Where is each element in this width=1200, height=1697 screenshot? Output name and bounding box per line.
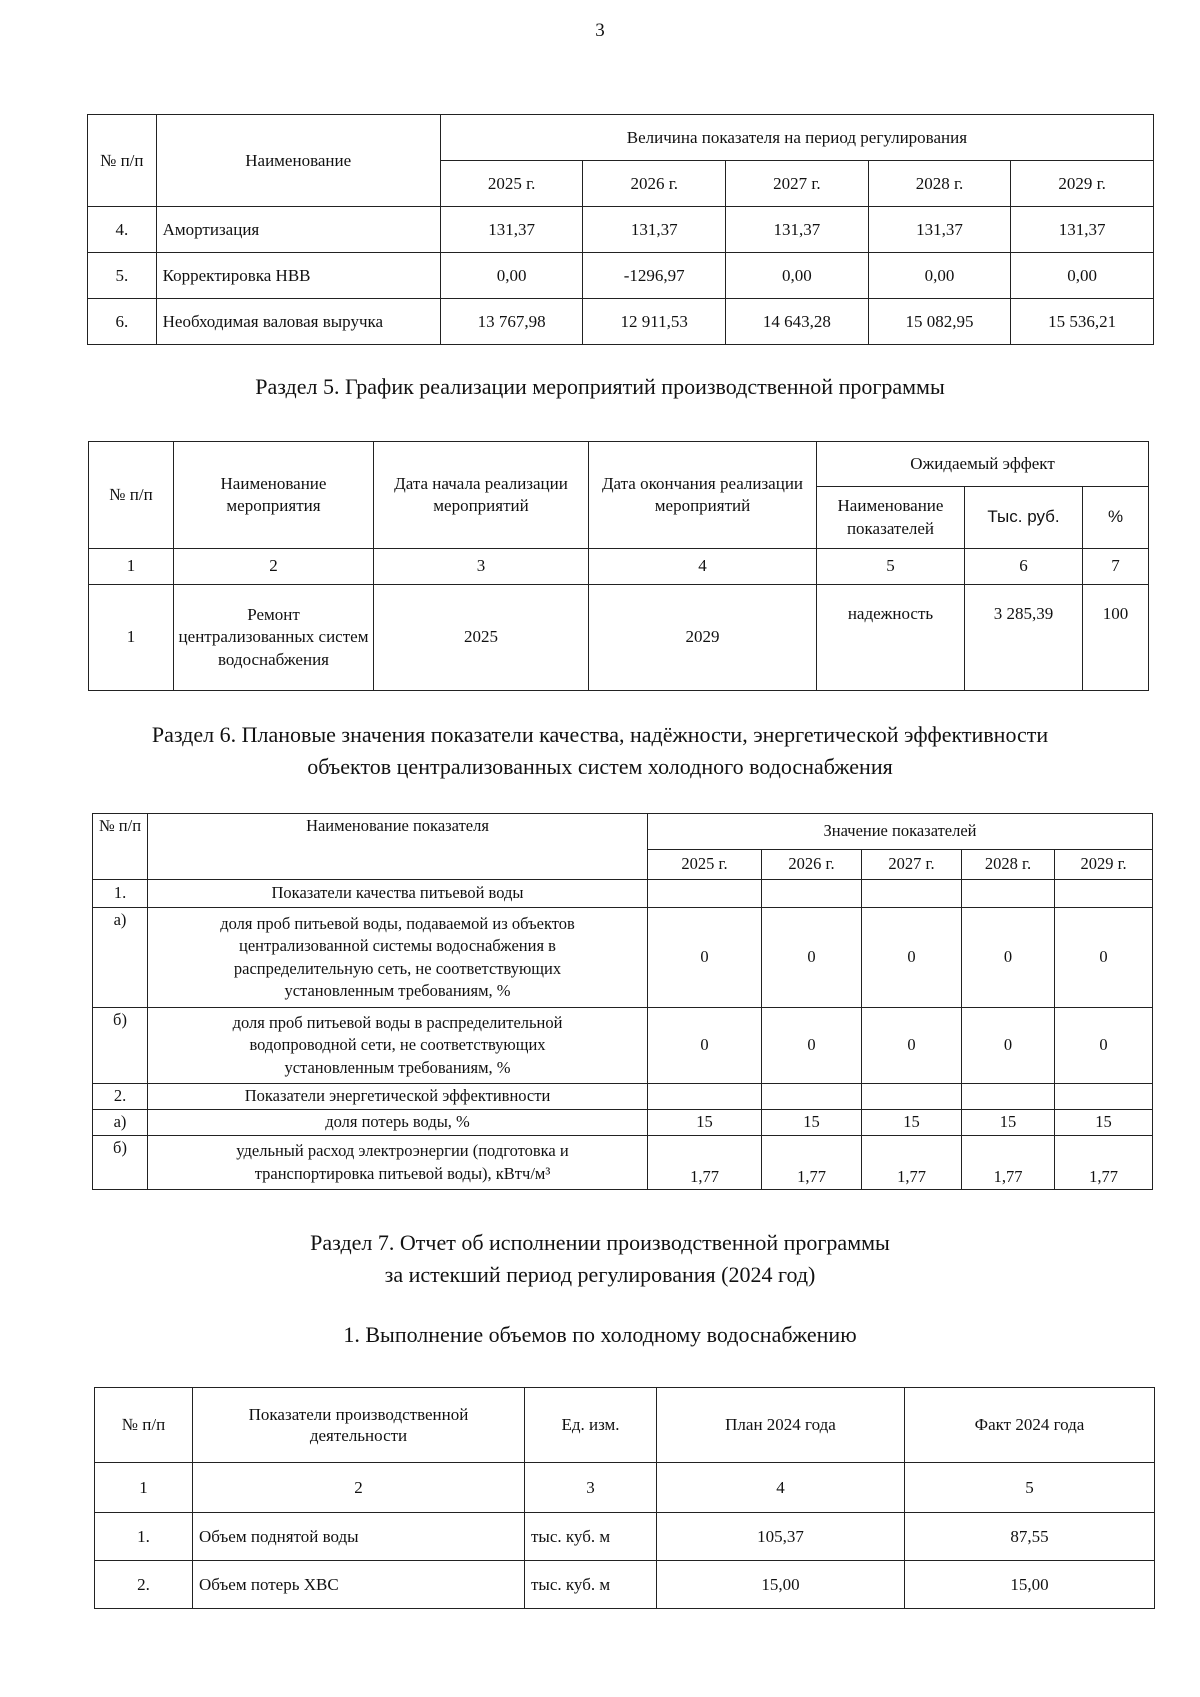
row-name: Ремонт централизованных систем водоснабжения bbox=[174, 585, 374, 691]
year-header: 2027 г. bbox=[862, 850, 962, 880]
cell-value: 131,37 bbox=[440, 207, 583, 253]
year-header: 2026 г. bbox=[583, 161, 726, 207]
row-name: доля проб питьевой воды в распределительной водопроводной сети, не соответствующих установленным требованиям, % bbox=[148, 1008, 648, 1084]
cell-value: 0 bbox=[762, 908, 862, 1008]
cell-value bbox=[762, 1084, 862, 1110]
row-num: 5. bbox=[88, 253, 157, 299]
cell-value: 0 bbox=[962, 908, 1055, 1008]
cell-value: 0 bbox=[648, 1008, 762, 1084]
row-plan: 15,00 bbox=[657, 1561, 905, 1609]
cell-value: 13 767,98 bbox=[440, 299, 583, 345]
row-name: Показатели качества питьевой воды bbox=[148, 880, 648, 908]
row-num: 6. bbox=[88, 299, 157, 345]
col-header-thousand-rub: Тыс. руб. bbox=[965, 487, 1083, 549]
col-header-num: № п/п bbox=[95, 1388, 193, 1463]
cell-value bbox=[962, 1084, 1055, 1110]
col-header-indicator: Наименование показателей bbox=[817, 487, 965, 549]
col-number: 2 bbox=[174, 549, 374, 585]
cell-value: 0,00 bbox=[868, 253, 1011, 299]
table-row bbox=[88, 253, 1154, 299]
cell-value: 15 bbox=[762, 1110, 862, 1136]
row-num: 1. bbox=[95, 1513, 193, 1561]
table-row bbox=[95, 1561, 1155, 1609]
cell-value: 0,00 bbox=[440, 253, 583, 299]
cell-value bbox=[1055, 1084, 1153, 1110]
col-header-num: № п/п bbox=[89, 442, 174, 549]
row-name: Амортизация bbox=[156, 207, 440, 253]
row-num: а) bbox=[93, 908, 148, 1008]
cell-value: 14 643,28 bbox=[726, 299, 869, 345]
cell-value: 1,77 bbox=[962, 1136, 1055, 1190]
section6-title-line2: объектов централизованных систем холодного водоснабжения bbox=[307, 754, 893, 779]
row-unit: тыс. куб. м bbox=[525, 1561, 657, 1609]
row-num: 1. bbox=[93, 880, 148, 908]
row-fact: 15,00 bbox=[905, 1561, 1155, 1609]
row-fact: 87,55 bbox=[905, 1513, 1155, 1561]
cell-value: 0 bbox=[648, 908, 762, 1008]
col-number: 3 bbox=[525, 1463, 657, 1513]
row-name: доля потерь воды, % bbox=[148, 1110, 648, 1136]
section5-title: Раздел 5. График реализации мероприятий производственной программы bbox=[255, 374, 945, 399]
cell-value: 15 536,21 bbox=[1011, 299, 1154, 345]
row-name: удельный расход электроэнергии (подготовка и транспортировка питьевой воды), кВтч/м³ bbox=[148, 1136, 648, 1190]
col-header-start: Дата начала реализации мероприятий bbox=[374, 442, 589, 549]
cell-value: 15 bbox=[648, 1110, 762, 1136]
cell-value: 0 bbox=[762, 1008, 862, 1084]
cell-value: 0 bbox=[1055, 1008, 1153, 1084]
cell-value: 0 bbox=[1055, 908, 1153, 1008]
cell-value: 0,00 bbox=[1011, 253, 1154, 299]
cell-value: 0 bbox=[962, 1008, 1055, 1084]
section6-title-line1: Раздел 6. Плановые значения показатели качества, надёжности, энергетической эффективности bbox=[151, 722, 1049, 747]
cell-value: 15 bbox=[1055, 1110, 1153, 1136]
col-number: 2 bbox=[193, 1463, 525, 1513]
cell-value: 131,37 bbox=[868, 207, 1011, 253]
cell-value bbox=[862, 1084, 962, 1110]
table-row bbox=[89, 585, 1149, 691]
year-header: 2025 г. bbox=[648, 850, 762, 880]
row-unit: тыс. куб. м bbox=[525, 1513, 657, 1561]
row-name: доля проб питьевой воды, подаваемой из объектов централизованной системы водоснабжения в распределительную сеть, не соответствующих установленным требованиям, % bbox=[148, 908, 648, 1008]
col-header-num: № п/п bbox=[88, 115, 157, 207]
cell-value: 131,37 bbox=[1011, 207, 1154, 253]
col-header-fact: Факт 2024 года bbox=[905, 1388, 1155, 1463]
cell-value: 131,37 bbox=[583, 207, 726, 253]
col-header-num: № п/п bbox=[93, 814, 148, 880]
col-number: 5 bbox=[817, 549, 965, 585]
cell-value: 1,77 bbox=[648, 1136, 762, 1190]
col-header-name: Наименование bbox=[156, 115, 440, 207]
col-header-values: Значение показателей bbox=[648, 814, 1153, 850]
table-row bbox=[88, 207, 1154, 253]
schedule-table bbox=[88, 441, 1149, 691]
cell-value bbox=[648, 1084, 762, 1110]
row-name: Необходимая валовая выручка bbox=[156, 299, 440, 345]
year-header: 2028 г. bbox=[962, 850, 1055, 880]
year-header: 2025 г. bbox=[440, 161, 583, 207]
section7-title-line1: Раздел 7. Отчет об исполнении производственной программы bbox=[310, 1230, 890, 1255]
col-header-indicator: Показатели производственной деятельности bbox=[193, 1388, 525, 1463]
col-header-plan: План 2024 года bbox=[657, 1388, 905, 1463]
row-end: 2029 bbox=[589, 585, 817, 691]
row-name: Показатели энергетической эффективности bbox=[148, 1084, 648, 1110]
row-num: 4. bbox=[88, 207, 157, 253]
col-number: 5 bbox=[905, 1463, 1155, 1513]
table-row bbox=[93, 1136, 1153, 1190]
cell-value bbox=[648, 880, 762, 908]
table-row bbox=[95, 1513, 1155, 1561]
cell-value bbox=[862, 880, 962, 908]
cell-value: 12 911,53 bbox=[583, 299, 726, 345]
row-num: б) bbox=[93, 1136, 148, 1190]
cell-value: 15 bbox=[962, 1110, 1055, 1136]
cell-value bbox=[762, 880, 862, 908]
page-number: 3 bbox=[595, 20, 605, 41]
col-header-percent: % bbox=[1083, 487, 1149, 549]
section7-title-line2: за истекший период регулирования (2024 год) bbox=[384, 1262, 816, 1287]
row-name: Корректировка НВВ bbox=[156, 253, 440, 299]
row-num: 1 bbox=[89, 585, 174, 691]
col-header-end: Дата окончания реализации мероприятий bbox=[589, 442, 817, 549]
year-header: 2027 г. bbox=[726, 161, 869, 207]
row-name: Объем потерь ХВС bbox=[193, 1561, 525, 1609]
table-row bbox=[93, 908, 1153, 1008]
col-number: 3 bbox=[374, 549, 589, 585]
table-row bbox=[93, 1084, 1153, 1110]
cell-value: 0 bbox=[862, 908, 962, 1008]
row-thousand-rub: 3 285,39 bbox=[965, 585, 1083, 691]
cell-value: 0 bbox=[862, 1008, 962, 1084]
col-header-name: Наименование мероприятия bbox=[174, 442, 374, 549]
row-num: б) bbox=[93, 1008, 148, 1084]
row-num: 2. bbox=[95, 1561, 193, 1609]
col-number: 1 bbox=[89, 549, 174, 585]
col-number: 4 bbox=[657, 1463, 905, 1513]
year-header: 2026 г. bbox=[762, 850, 862, 880]
col-number: 6 bbox=[965, 549, 1083, 585]
col-header-group: Величина показателя на период регулирования bbox=[440, 115, 1153, 161]
col-number: 4 bbox=[589, 549, 817, 585]
col-number: 7 bbox=[1083, 549, 1149, 585]
cell-value: 15 082,95 bbox=[868, 299, 1011, 345]
col-header-effect: Ожидаемый эффект bbox=[817, 442, 1149, 487]
row-indicator: надежность bbox=[817, 585, 965, 691]
revenue-table bbox=[87, 114, 1154, 345]
col-header-unit: Ед. изм. bbox=[525, 1388, 657, 1463]
cell-value: -1296,97 bbox=[583, 253, 726, 299]
year-header: 2029 г. bbox=[1055, 850, 1153, 880]
year-header: 2029 г. bbox=[1011, 161, 1154, 207]
indicators-table bbox=[92, 813, 1153, 1190]
section7-subtitle: 1. Выполнение объемов по холодному водоснабжению bbox=[343, 1322, 857, 1347]
row-num: 2. bbox=[93, 1084, 148, 1110]
cell-value: 15 bbox=[862, 1110, 962, 1136]
cell-value: 0,00 bbox=[726, 253, 869, 299]
table-row bbox=[93, 1110, 1153, 1136]
report-table bbox=[94, 1387, 1155, 1609]
table-row bbox=[88, 299, 1154, 345]
cell-value: 1,77 bbox=[1055, 1136, 1153, 1190]
cell-value bbox=[962, 880, 1055, 908]
year-header: 2028 г. bbox=[868, 161, 1011, 207]
cell-value bbox=[1055, 880, 1153, 908]
row-start: 2025 bbox=[374, 585, 589, 691]
row-percent: 100 bbox=[1083, 585, 1149, 691]
row-plan: 105,37 bbox=[657, 1513, 905, 1561]
table-row bbox=[93, 880, 1153, 908]
col-number: 1 bbox=[95, 1463, 193, 1513]
cell-value: 1,77 bbox=[862, 1136, 962, 1190]
table-row bbox=[93, 1008, 1153, 1084]
cell-value: 131,37 bbox=[726, 207, 869, 253]
col-header-name: Наименование показателя bbox=[148, 814, 648, 880]
row-name: Объем поднятой воды bbox=[193, 1513, 525, 1561]
row-num: а) bbox=[93, 1110, 148, 1136]
cell-value: 1,77 bbox=[762, 1136, 862, 1190]
